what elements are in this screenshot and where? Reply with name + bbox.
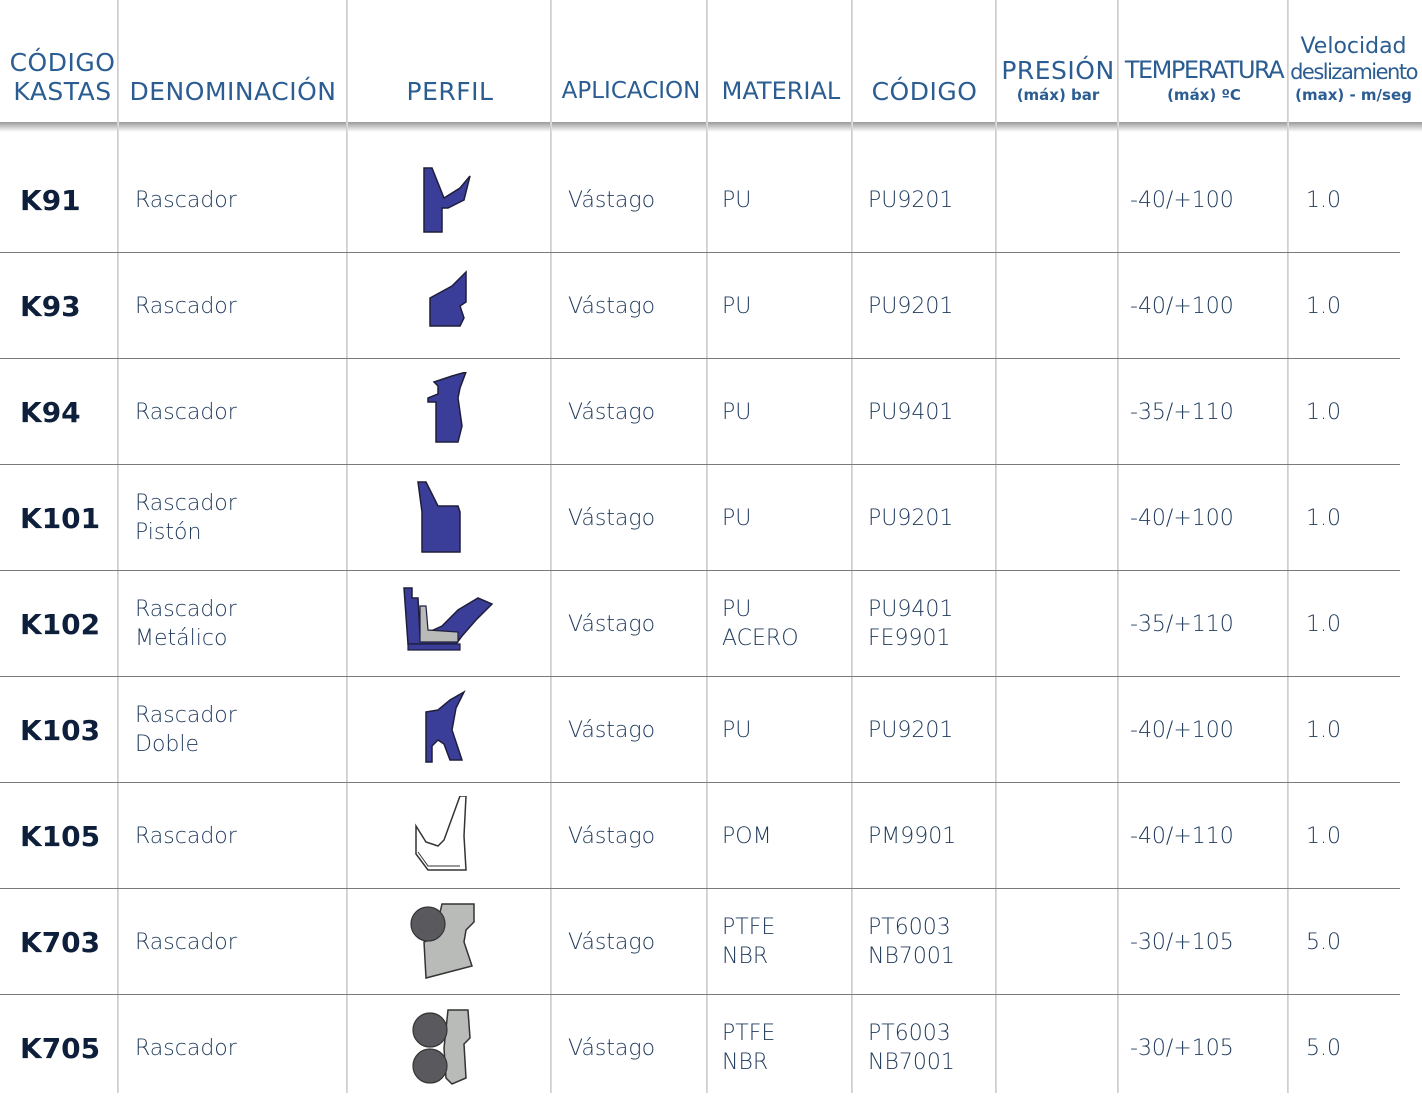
- row-velocidad-text: 5.0: [1306, 929, 1341, 955]
- row-codigo-line: PM9901: [868, 823, 957, 849]
- row-velocidad-text: 1.0: [1306, 611, 1341, 637]
- row-temperatura: [1130, 571, 1234, 677]
- header-temperatura-unit: (máx) ºC: [1167, 86, 1241, 104]
- row-codigo-line: PU9201: [868, 505, 954, 531]
- row-material-line: PU: [722, 597, 752, 622]
- row-aplicacion-text: Vástago: [568, 187, 656, 213]
- row-velocidad: [1306, 783, 1341, 889]
- row-denominacion-line: Doble: [135, 732, 200, 757]
- row-codigo-line: NB7001: [868, 944, 955, 969]
- row-material-line: PU: [722, 399, 752, 425]
- row-code: [20, 995, 100, 1101]
- row-temperatura: [1130, 147, 1234, 253]
- row-velocidad: [1306, 253, 1341, 359]
- row-aplicacion: [568, 571, 655, 677]
- row-codigo-line: PU9201: [868, 293, 954, 319]
- row-code: [20, 677, 100, 783]
- table-row: [0, 147, 1422, 253]
- row-code-text: K105: [20, 819, 101, 853]
- k103-profile-icon: [408, 690, 488, 770]
- header-velocidad-line2: deslizamiento: [1290, 60, 1417, 84]
- row-aplicacion-text: Vástago: [568, 611, 656, 637]
- header-aplicacion: [552, 0, 710, 124]
- header-denominacion: [118, 0, 348, 124]
- row-velocidad-text: 1.0: [1306, 505, 1341, 531]
- header-shadow: [0, 122, 1422, 132]
- row-velocidad-text: 1.0: [1306, 293, 1341, 319]
- row-code-text: K101: [20, 501, 101, 535]
- header-velocidad-unit: (max) - m/seg: [1295, 86, 1412, 104]
- row-velocidad: [1306, 995, 1341, 1101]
- row-denominacion-line: Rascador: [135, 187, 237, 213]
- row-temperatura-text: -35/+110: [1130, 611, 1234, 637]
- row-denominacion-line: Rascador: [135, 929, 237, 955]
- row-temperatura: [1130, 253, 1234, 359]
- table-row: [0, 253, 1422, 359]
- row-material-line: NBR: [722, 1050, 769, 1075]
- row-perfil: [348, 147, 548, 253]
- row-temperatura-text: -40/+110: [1130, 823, 1234, 849]
- row-denominacion: [135, 147, 237, 253]
- row-velocidad: [1306, 147, 1341, 253]
- row-temperatura-text: -30/+105: [1130, 929, 1234, 955]
- row-material: [722, 253, 751, 359]
- row-codigo: [868, 677, 953, 783]
- row-denominacion: [135, 889, 237, 995]
- row-denominacion-line: Rascador: [135, 293, 237, 319]
- table-row: [0, 889, 1422, 995]
- row-codigo-line: PU9201: [868, 717, 954, 743]
- k105-profile-icon: [408, 796, 488, 876]
- row-code-text: K705: [20, 1031, 101, 1065]
- row-codigo: [868, 147, 953, 253]
- row-codigo-line: PU9201: [868, 187, 954, 213]
- row-aplicacion: [568, 889, 655, 995]
- row-material-line: PTFE: [722, 1021, 776, 1046]
- row-velocidad: [1306, 571, 1341, 677]
- row-aplicacion-text: Vástago: [568, 929, 656, 955]
- header-velocidad: [1285, 0, 1422, 124]
- header-material: [710, 0, 852, 124]
- row-perfil: [348, 465, 548, 571]
- k101-profile-icon: [408, 478, 488, 558]
- row-code-text: K703: [20, 925, 101, 959]
- k91-profile-icon: [408, 160, 488, 240]
- row-aplicacion: [568, 147, 655, 253]
- row-material: [722, 359, 751, 465]
- header-temperatura-label: TEMPERATURA: [1124, 56, 1284, 84]
- row-material-line: NBR: [722, 944, 769, 969]
- row-code: [20, 253, 81, 359]
- row-denominacion-line: Rascador: [135, 823, 237, 849]
- row-code-text: K102: [20, 607, 101, 641]
- row-material-line: PU: [722, 717, 752, 743]
- row-temperatura-text: -35/+110: [1130, 399, 1234, 425]
- row-aplicacion: [568, 677, 655, 783]
- row-codigo-line: PT6003: [868, 915, 951, 940]
- row-material-line: PTFE: [722, 915, 776, 940]
- table-row: [0, 995, 1422, 1101]
- header-temperatura: [1119, 0, 1289, 124]
- row-aplicacion: [568, 995, 655, 1101]
- header-aplicacion-label: APLICACION: [561, 78, 701, 104]
- row-perfil: [348, 677, 548, 783]
- row-denominacion: [135, 359, 237, 465]
- row-aplicacion-text: Vástago: [568, 823, 656, 849]
- row-code: [20, 147, 81, 253]
- row-codigo: [868, 995, 955, 1101]
- table-row: [0, 783, 1422, 889]
- row-velocidad: [1306, 359, 1341, 465]
- row-perfil: [348, 253, 548, 359]
- row-perfil: [348, 889, 548, 995]
- row-temperatura-text: -40/+100: [1130, 293, 1234, 319]
- row-temperatura: [1130, 359, 1234, 465]
- k703-profile-icon: [408, 902, 488, 982]
- header-presion: [997, 0, 1119, 124]
- row-material: [722, 783, 772, 889]
- row-velocidad-text: 1.0: [1306, 823, 1341, 849]
- row-codigo-line: PT6003: [868, 1021, 951, 1046]
- row-temperatura-text: -40/+100: [1130, 187, 1234, 213]
- row-denominacion: [135, 783, 237, 889]
- header-codigo: [852, 0, 997, 124]
- row-velocidad: [1306, 677, 1341, 783]
- k102-profile-icon: [400, 584, 496, 664]
- row-material: [722, 571, 799, 677]
- k94-profile-icon: [408, 372, 488, 452]
- header-material-label: MATERIAL: [721, 77, 841, 105]
- table-row: [0, 677, 1422, 783]
- row-material: [722, 995, 775, 1101]
- row-perfil: [348, 571, 548, 677]
- row-denominacion: [135, 677, 237, 783]
- row-aplicacion-text: Vástago: [568, 293, 656, 319]
- row-material: [722, 465, 751, 571]
- row-material: [722, 677, 751, 783]
- row-codigo-line: PU9401: [868, 399, 954, 425]
- row-codigo: [868, 889, 955, 995]
- row-denominacion-line: Rascador: [135, 1035, 237, 1061]
- table-row: [0, 571, 1422, 677]
- row-temperatura: [1130, 783, 1234, 889]
- row-denominacion: [135, 995, 237, 1101]
- row-perfil: [348, 359, 548, 465]
- row-material: [722, 147, 751, 253]
- row-temperatura-text: -40/+100: [1130, 717, 1234, 743]
- row-codigo: [868, 571, 953, 677]
- header-velocidad-line1: Velocidad: [1300, 34, 1407, 59]
- row-code: [20, 465, 100, 571]
- header-denominacion-label: DENOMINACIÓN: [129, 77, 337, 106]
- row-code-text: K94: [20, 395, 81, 429]
- row-material-line: PU: [722, 505, 752, 531]
- row-temperatura: [1130, 889, 1234, 995]
- k93-profile-icon: [408, 266, 488, 346]
- row-codigo: [868, 783, 956, 889]
- row-material-line: PU: [722, 187, 752, 213]
- row-aplicacion-text: Vástago: [568, 505, 656, 531]
- row-denominacion: [135, 253, 237, 359]
- row-velocidad: [1306, 465, 1341, 571]
- row-aplicacion: [568, 359, 655, 465]
- table-row: [0, 359, 1422, 465]
- row-denominacion-line: Rascador: [135, 597, 237, 622]
- row-aplicacion-text: Vástago: [568, 399, 656, 425]
- row-denominacion: [135, 571, 237, 677]
- row-denominacion-line: Metálico: [135, 626, 228, 651]
- header-codigo-kastas-line1: CÓDIGO: [9, 48, 116, 77]
- row-code-text: K91: [20, 183, 81, 217]
- row-aplicacion: [568, 465, 655, 571]
- row-code: [20, 571, 100, 677]
- row-codigo: [868, 359, 953, 465]
- row-aplicacion-text: Vástago: [568, 1035, 656, 1061]
- row-aplicacion: [568, 253, 655, 359]
- row-material: [722, 889, 775, 995]
- row-material-line: POM: [722, 823, 772, 849]
- row-temperatura: [1130, 677, 1234, 783]
- row-codigo: [868, 253, 953, 359]
- row-velocidad: [1306, 889, 1341, 995]
- header-presion-label: PRESIÓN: [1001, 56, 1115, 85]
- row-denominacion-line: Rascador: [135, 491, 237, 516]
- row-codigo-line: FE9901: [868, 626, 951, 651]
- row-codigo-line: PU9401: [868, 597, 954, 622]
- row-aplicacion: [568, 783, 655, 889]
- header-perfil-label: PERFIL: [406, 77, 494, 106]
- row-material-line: ACERO: [722, 626, 799, 651]
- row-codigo: [868, 465, 953, 571]
- header-codigo-kastas: [0, 0, 125, 124]
- row-velocidad-text: 1.0: [1306, 187, 1341, 213]
- row-temperatura: [1130, 465, 1234, 571]
- row-code: [20, 889, 100, 995]
- row-code-text: K103: [20, 713, 101, 747]
- row-temperatura-text: -40/+100: [1130, 505, 1234, 531]
- header-codigo-kastas-line2: KASTAS: [13, 77, 112, 106]
- row-temperatura: [1130, 995, 1234, 1101]
- row-velocidad-text: 1.0: [1306, 717, 1341, 743]
- row-codigo-line: NB7001: [868, 1050, 955, 1075]
- row-denominacion-line: Rascador: [135, 399, 237, 425]
- row-temperatura-text: -30/+105: [1130, 1035, 1234, 1061]
- row-code: [20, 359, 81, 465]
- k705-profile-icon: [408, 1008, 488, 1088]
- row-denominacion: [135, 465, 237, 571]
- row-material-line: PU: [722, 293, 752, 319]
- row-velocidad-text: 5.0: [1306, 1035, 1341, 1061]
- row-denominacion-line: Pistón: [135, 520, 202, 545]
- row-perfil: [348, 995, 548, 1101]
- header-codigo-label: CÓDIGO: [871, 77, 978, 106]
- row-denominacion-line: Rascador: [135, 703, 237, 728]
- row-perfil: [348, 783, 548, 889]
- table-header: [0, 0, 1422, 124]
- table-row: [0, 465, 1422, 571]
- header-perfil: [348, 0, 552, 124]
- row-velocidad-text: 1.0: [1306, 399, 1341, 425]
- row-code-text: K93: [20, 289, 81, 323]
- header-presion-unit: (máx) bar: [1016, 86, 1100, 104]
- row-aplicacion-text: Vástago: [568, 717, 656, 743]
- row-code: [20, 783, 100, 889]
